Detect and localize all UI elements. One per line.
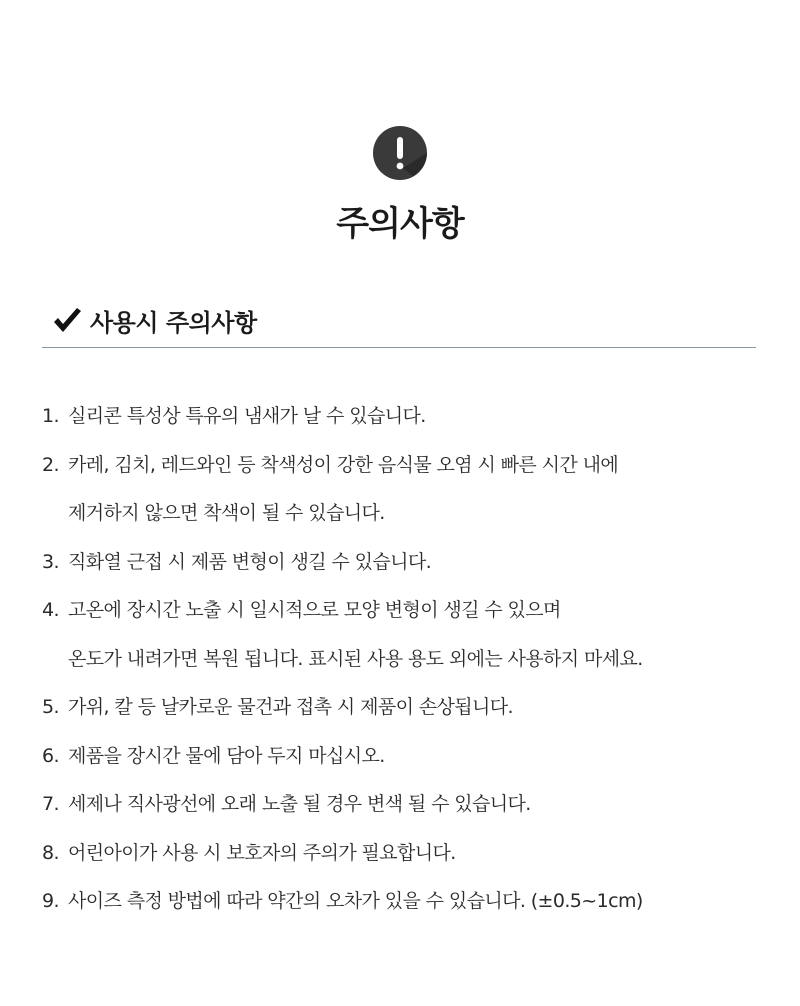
- list-item: [42, 683, 772, 732]
- item-text: 실리콘 특성상 특유의 냄새가 날 수 있습니다.: [68, 405, 426, 427]
- item-number: 5.: [42, 696, 59, 718]
- section-divider: [42, 347, 756, 348]
- item-number: 7.: [42, 793, 59, 815]
- item-text: 사이즈 측정 방법에 따라 약간의 오차가 있을 수 있습니다. (±0.5~1cm): [68, 890, 643, 912]
- list-item: [42, 829, 772, 878]
- page-title: 주의사항: [336, 204, 464, 244]
- list-item: [42, 877, 772, 926]
- list-item: [42, 586, 772, 683]
- list-item: [42, 732, 772, 781]
- list-item: [42, 392, 772, 441]
- list-item: [42, 780, 772, 829]
- alert-icon: [373, 126, 427, 180]
- caution-list: [42, 392, 772, 926]
- item-number: 9.: [42, 890, 59, 912]
- list-item: [42, 538, 772, 587]
- section-header: [52, 300, 257, 340]
- item-number: 1.: [42, 405, 59, 427]
- item-text: 세제나 직사광선에 오래 노출 될 경우 변색 될 수 있습니다.: [68, 793, 531, 815]
- item-number: 2.: [42, 453, 59, 476]
- section-title: 사용시 주의사항: [90, 308, 257, 337]
- item-text: 직화열 근접 시 제품 변형이 생길 수 있습니다.: [68, 550, 432, 573]
- item-text: 카레, 김치, 레드와인 등 착색성이 강한 음식물 오염 시 빠른 시간 내에 제거하지 않으면 착색이 될 수 있습니다.: [68, 453, 619, 524]
- item-text: 제품을 장시간 물에 담아 두지 마십시오.: [68, 744, 385, 767]
- checkmark-icon: [52, 305, 82, 335]
- item-number: 3.: [42, 550, 59, 573]
- item-number: 4.: [42, 599, 59, 621]
- item-text: 어린아이가 사용 시 보호자의 주의가 필요합니다.: [68, 841, 456, 864]
- item-number: 8.: [42, 841, 59, 864]
- item-number: 6.: [42, 744, 59, 767]
- list-item: [42, 441, 772, 538]
- item-text: 가위, 칼 등 날카로운 물건과 접촉 시 제품이 손상됩니다.: [68, 696, 513, 718]
- item-text: 고온에 장시간 노출 시 일시적으로 모양 변형이 생길 수 있으며 온도가 내려가면 복원 됩니다. 표시된 사용 용도 외에는 사용하지 마세요.: [68, 599, 643, 670]
